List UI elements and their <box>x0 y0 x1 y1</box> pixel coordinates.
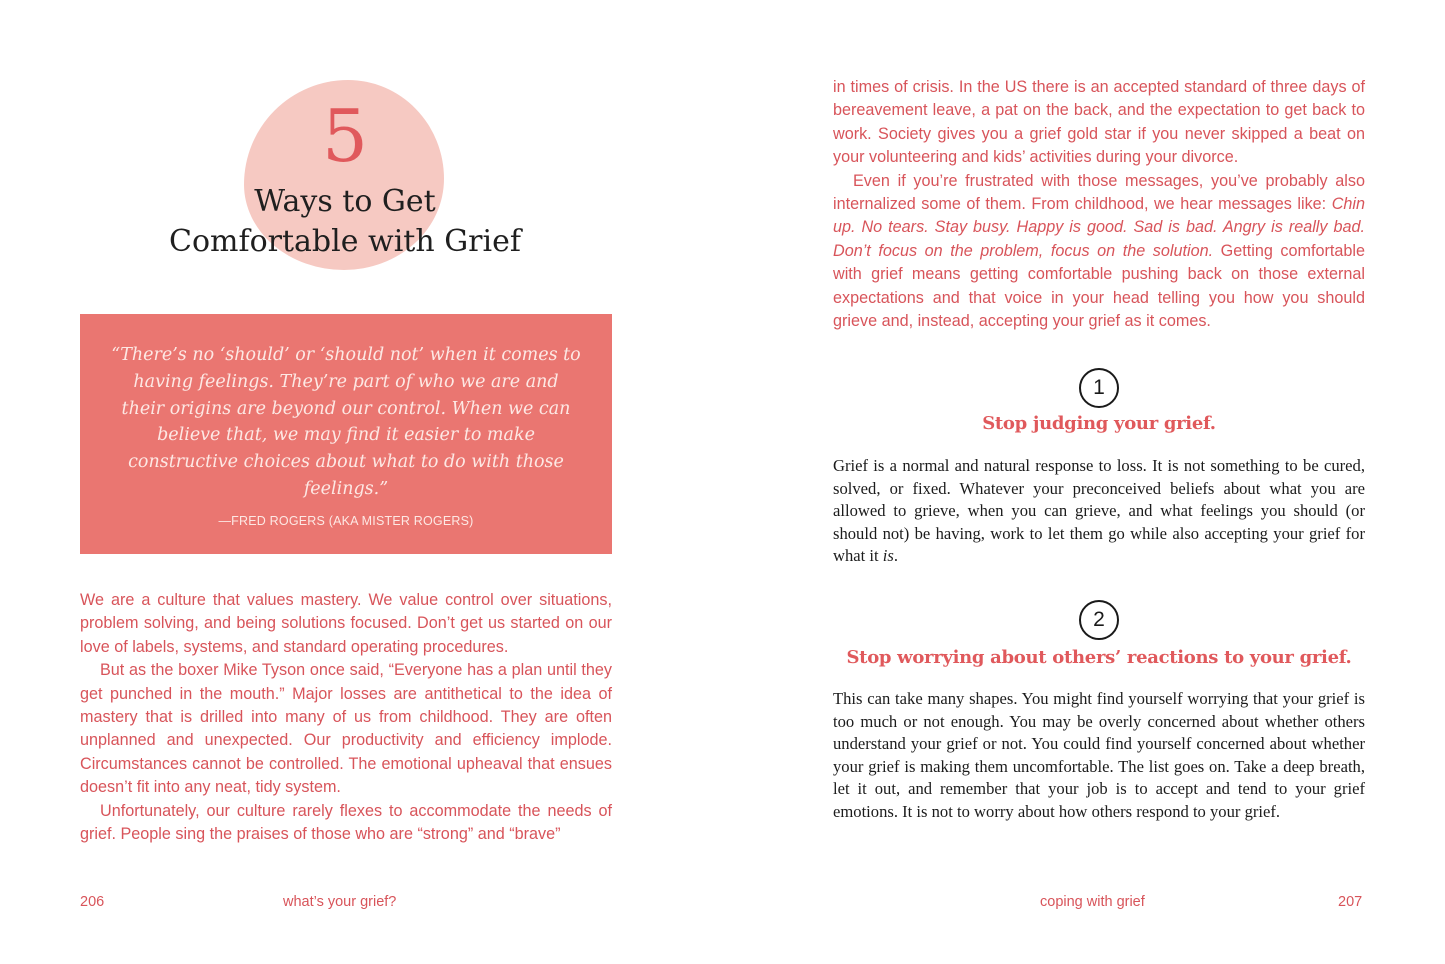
body-paragraph <box>833 170 1365 334</box>
paragraph-text: Getting comfortable with grief means getting comfortable pushing back on those external expectations and that voice in your head telling you how you should grieve and, instead, accepting your grief as it comes. <box>833 241 1365 331</box>
section-heading-1: Stop judging your grief. <box>982 413 1216 434</box>
section-body-2: This can take many shapes. You might find yourself worrying that your grief is too much or not enough. You may be overly concerned about whether others understand your grief or not. You could find yourself concerned about whether your grief is making them uncomfortable. The list goes on. Take a deep breath, let it out, and remember that your job is to accept and tend to your grief emotions. It is not to worry about how others respond to your grief. <box>833 689 1365 821</box>
right-page <box>722 0 1445 964</box>
title-line-2: Comfortable with Grief <box>169 224 521 259</box>
title-line-1: Ways to Get <box>254 184 436 219</box>
quote-box <box>80 314 612 554</box>
section-number-2: 2 <box>1079 600 1119 640</box>
running-head-right: coping with grief <box>1040 894 1145 910</box>
left-body-text <box>80 589 612 846</box>
quote-attribution: —FRED ROGERS (AKA MISTER ROGERS) <box>218 514 474 528</box>
paragraph-text: Even if you’re frustrated with those messages, you’ve probably also internalized some of them. From childhood, we hear messages like: <box>833 171 1365 214</box>
body-paragraph: We are a culture that values mastery. We value control over situations, problem solving, and being solutions focused. Don’t get us started on our love of labels, systems, and standard operating procedures. <box>80 591 612 656</box>
page-title <box>150 182 540 262</box>
body-paragraph: But as the boxer Mike Tyson once said, “Everyone has a plan until they get punched in the mouth.” Major losses are antithetical to the idea of mastery that is drilled into many of us from childhood. They are often unplanned and unexpected. Our productivity and efficiency implode. Circumstances cannot be controlled. The emotional upheaval that ensues doesn’t fit into any neat, tidy system. <box>80 661 612 797</box>
body-paragraph: Unfortunately, our culture rarely flexes to accommodate the needs of grief. People sing the praises of those who are “strong” and “brave” <box>80 801 612 844</box>
left-page <box>0 0 722 964</box>
section-text: Grief is a normal and natural response to loss. It is not something to be cured, solved, or fixed. Whatever your preconceived beliefs about what you are allowed to grieve, when you can grieve, and what feelings you should (or should not) be having, work to let them go while also accepting your grief for what it <box>833 456 1365 566</box>
section-italic: is <box>882 546 894 566</box>
page-number-right: 207 <box>1338 894 1363 910</box>
chapter-title-block <box>150 70 540 270</box>
section-text: . <box>893 546 899 566</box>
title-number: 5 <box>322 94 368 178</box>
paragraph-italic: Chin up. No tears. Stay busy. Happy is good. Sad is bad. Angry is really bad. Don’t focus on the problem, focus on the solution. <box>833 195 1365 260</box>
section-body-1 <box>833 455 1365 568</box>
section-number-1: 1 <box>1079 368 1119 408</box>
section-heading-2: Stop worrying about others’ reactions to your grief. <box>846 647 1352 668</box>
page-number-left: 206 <box>80 894 105 910</box>
quote-text: “There’s no ‘should’ or ‘should not’ when it comes to having feelings. They’re part of who we are and their origins are beyond our control. When we can believe that, we may find it easier to make constructive choices about what to do with those feelings.” <box>111 345 581 499</box>
body-paragraph: in times of crisis. In the US there is an accepted standard of three days of bereavement leave, a pat on the back, and the expectation to get back to work. Society gives you a grief gold star if you never skipped a beat on your volunteering and kids’ activities during your divorce. <box>833 78 1365 167</box>
running-head-left: what’s your grief? <box>283 894 397 910</box>
right-body-text <box>833 76 1365 333</box>
